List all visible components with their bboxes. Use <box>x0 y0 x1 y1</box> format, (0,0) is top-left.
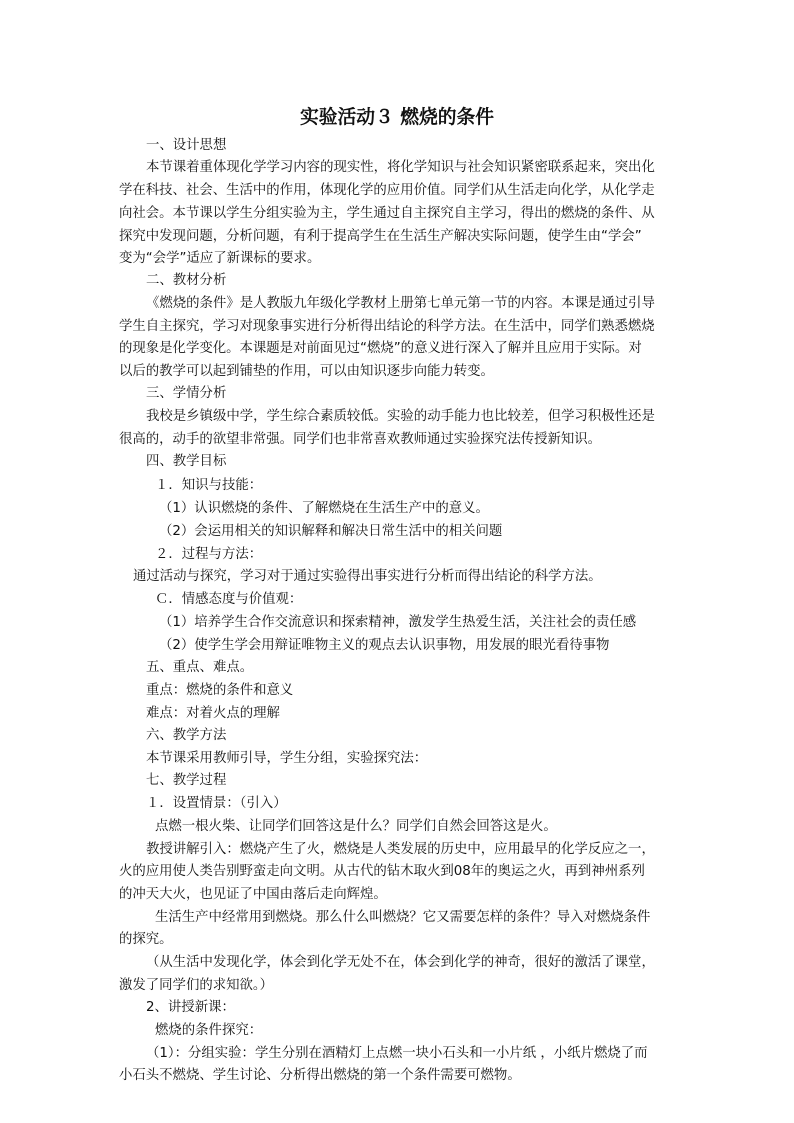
paragraph-line: 点燃一根火柴、让同学们回答这是什么？同学们自然会回答这是火。 <box>155 819 557 834</box>
paragraph-line: 的现象是化学变化。本课题是对前面见过“燃烧”的意义进行深入了解并且应用于实际。对 <box>119 341 642 356</box>
paragraph-line: 生活生产中经常用到燃烧。那么什么叫燃烧？它又需要怎样的条件？导入对燃烧条件 <box>155 910 651 925</box>
paragraph-line: 重点：燃烧的条件和意义 <box>146 683 294 698</box>
subheading: 2、讲授新课： <box>146 1000 235 1015</box>
paragraph-line: 学生自主探究，学习对现象事实进行分析得出结论的科学方法。在生活中，同学们熟悉燃烧 <box>119 319 655 334</box>
heading-goals: 四、教学目标 <box>146 454 227 469</box>
paragraph-line: 小石头不燃烧、学生讨论、分析得出燃烧的第一个条件需要可燃物。 <box>119 1068 521 1083</box>
paragraph-line: 我校是乡镇级中学，学生综合素质较低。实验的动手能力也比较差，但学习积极性还是 <box>146 409 655 424</box>
paragraph-line: 变为“会学”适应了新课标的要求。 <box>119 251 321 266</box>
subheading: １．设置情景：（引入） <box>146 796 287 811</box>
paragraph-line: 学在科技、社会、生活中的作用，体现化学的应用价值。同学们从生活走向化学，从化学走 <box>119 183 655 198</box>
document-title: 实验活动３ 燃烧的条件 <box>299 106 495 128</box>
heading-methods: 六、教学方法 <box>146 728 227 743</box>
paragraph-line: 火的应用使人类告别野蛮走向文明。从古代的钻木取火到08年的奥运之火，再到神州系列 <box>119 864 645 879</box>
paragraph-line: 本节课着重体现化学学习内容的现实性，将化学知识与社会知识紧密联系起来，突出化 <box>146 160 655 175</box>
paragraph-line: 的探究。 <box>119 932 173 947</box>
paragraph-line: 难点：对着火点的理解 <box>146 706 280 721</box>
paragraph-line: 通过活动与探究，学习对于通过实验得出事实进行分析而得出结论的科学方法。 <box>133 569 602 584</box>
subheading: １．知识与技能： <box>155 478 263 493</box>
paragraph-line: 本节课采用教师引导，学生分组，实验探究法： <box>146 751 428 766</box>
paragraph-line: 探究中发现问题，分析问题，有利于提高学生在生活生产解决实际问题，使学生由“学会” <box>119 229 642 244</box>
paragraph-line: （从生活中发现化学，体会到化学无处不在，体会到化学的神奇，很好的激活了课堂， <box>146 955 655 970</box>
paragraph-line: 《燃烧的条件》是人教版九年级化学教材上册第七单元第一节的内容。本课是通过引导 <box>146 296 655 311</box>
heading-students: 三、学情分析 <box>146 386 227 401</box>
paragraph-line: 的冲天大火，也见证了中国由落后走向辉煌。 <box>119 887 387 902</box>
list-item: （1）培养学生合作交流意识和探索精神，激发学生热爱生活，关注社会的责任感 <box>159 615 637 630</box>
heading-textbook: 二、教材分析 <box>146 273 227 288</box>
heading-process: 七、教学过程 <box>146 773 227 788</box>
list-item: （1）认识燃烧的条件、了解燃烧在生活生产中的意义。 <box>159 501 489 516</box>
subheading: Ｃ．情感态度与价值观： <box>155 592 303 607</box>
paragraph-line: 燃烧的条件探究： <box>155 1023 263 1038</box>
paragraph-line: 教授讲解引入：燃烧产生了火，燃烧是人类发展的历史中，应用最早的化学反应之一， <box>146 842 655 857</box>
heading-design: 一、设计思想 <box>146 138 227 153</box>
paragraph-line: 以后的教学可以起到铺垫的作用，可以由知识逐步向能力转变。 <box>119 364 494 379</box>
paragraph-line: （1）：分组实验：学生分别在酒精灯上点燃一块小石头和一小片纸 ，小纸片燃烧了而 <box>146 1046 648 1061</box>
paragraph-line: 激发了同学们的求知欲。） <box>119 978 273 993</box>
paragraph-line: 向社会。本节课以学生分组实验为主，学生通过自主探究自主学习，得出的燃烧的条件、从 <box>119 206 655 221</box>
subheading: ２．过程与方法： <box>155 547 263 562</box>
heading-key-points: 五、重点、难点。 <box>146 660 254 675</box>
list-item: （2）会运用相关的知识解释和解决日常生活中的相关问题 <box>159 524 503 539</box>
paragraph-line: 很高的，动手的欲望非常强。同学们也非常喜欢教师通过实验探究法传授新知识。 <box>119 432 602 447</box>
list-item: （2）使学生学会用辩证唯物主义的观点去认识事物，用发展的眼光看待事物 <box>159 638 610 653</box>
